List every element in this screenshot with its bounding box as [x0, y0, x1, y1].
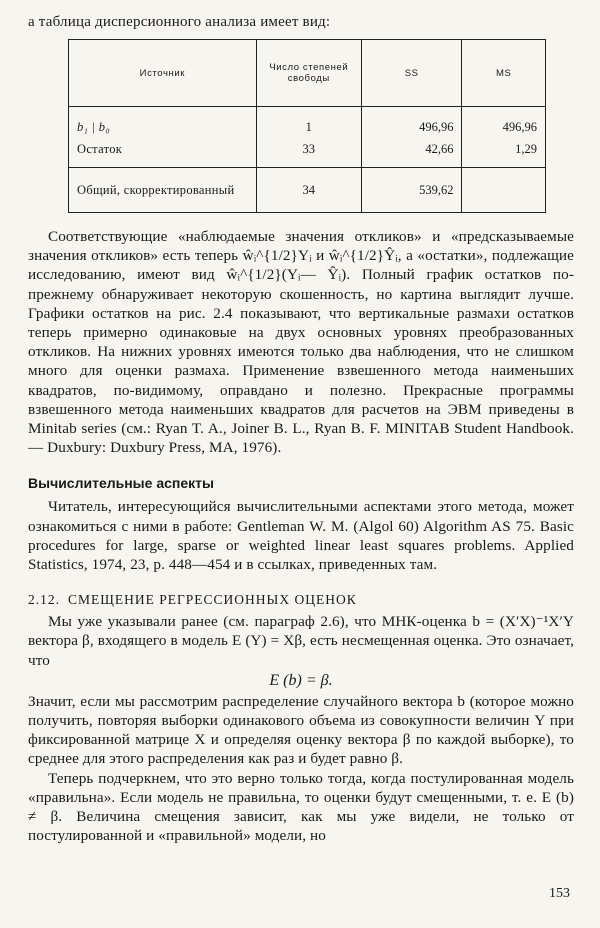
formula-expectation: E (b) = β. [269, 671, 333, 689]
paragraph-distribution: Значит, если мы рассмотрим распределение случайного вектора b (которое можно получить, повторяя выборки одинакового объема из совокупности величин Y при фиксированной матрице X и определяя оценку вектора β по каждой выборке), то среднее для этого распределения как раз и будет равно β. [28, 692, 574, 768]
intro-line: а таблица дисперсионного анализа имеет вид: [28, 14, 331, 30]
paragraph-ols-unbiased: Мы уже указывали ранее (см. параграф 2.6), что МНК-оценка b = (X′X)⁻¹X′Y вектора β, входящего в модель E (Y) = Xβ, есть несмещенная оценка. Это означает, что [28, 613, 574, 669]
row-ms: 1,29 [462, 138, 546, 168]
page [28, 14, 574, 845]
header-ms: MS [462, 40, 546, 107]
header-source: Источник [69, 40, 257, 107]
total-source: Общий, скорректированный [69, 168, 257, 213]
section-heading [28, 592, 574, 608]
table-row-total [69, 168, 546, 213]
paragraph-bias: Теперь подчеркнем, что это верно только тогда, когда постулированная модель «правильна». Если модель не правильна, то оценки будут смещенными, т. е. E (b) ≠ β. Величина смещения зависит, как мы уже видели, не только от постулированной и «правильной» модели, но [28, 769, 574, 845]
table-row [69, 138, 546, 168]
row-source: Остаток [69, 138, 257, 168]
header-df: Число степеней свободы [256, 40, 361, 107]
row-ms: 496,96 [462, 107, 546, 139]
page-number: 153 [549, 886, 570, 901]
heading-computational-aspects: Вычислительные аспекты [28, 475, 214, 492]
total-ms [462, 168, 546, 213]
anova-table [68, 39, 546, 213]
section-number: 2.12. [28, 592, 60, 608]
row-df: 1 [256, 107, 361, 139]
row-df: 33 [256, 138, 361, 168]
header-ss: SS [361, 40, 461, 107]
row-ss: 42,66 [361, 138, 461, 168]
row-source: b₁ | b₀ [69, 107, 257, 139]
table-row [69, 107, 546, 139]
paragraph-computational-reference: Читатель, интересующийся вычислительными аспектами этого метода, может ознакомиться с ними в работе: Gentleman W. M. (Algol 60) Algorithm AS 75. Basic procedures for large, sparse or weighted linear least squares problems. Applied Statistics, 1974, 23, p. 448—454 и в ссылках, приведенных там. [28, 498, 574, 574]
row-ss: 496,96 [361, 107, 461, 139]
total-df: 34 [256, 168, 361, 213]
section-title: СМЕЩЕНИЕ РЕГРЕССИОННЫХ ОЦЕНОК [68, 592, 357, 608]
paragraph-weighted-residuals: Соответствующие «наблюдаемые значения откликов» и «предсказываемые значения откликов» есть теперь ŵᵢ^{1/2}Yᵢ и ŵᵢ^{1/2}Ŷᵢ, а «остатки», подлежащие исследованию, имеют вид ŵᵢ^{1/2}(Yᵢ— Ŷᵢ). Полный график остатков по-прежнему обнаруживает некоторую скошенность, но картина выглядит лучше. Графики остатков на рис. 2.4 показывают, что вертикальные размахи остатков теперь примерно одинаковые на двух основных уровнях преобразованных откликов. На нижних уровнях имеются только два наблюдения, что не слишком много для оценки размаха. Применение взвешенного метода наименьших квадратов, по-видимому, оправдано и полезно. Прекрасные программы взвешенного метода наименьших квадратов для расчетов на ЭВМ приведены в Minitab series (см.: Ryan T. A., Joiner B. L., Ryan B. F. MINITAB Student Handbook.— Duxbury: Duxbury Press, MA, 1976). [28, 228, 574, 457]
total-ss: 539,62 [361, 168, 461, 213]
